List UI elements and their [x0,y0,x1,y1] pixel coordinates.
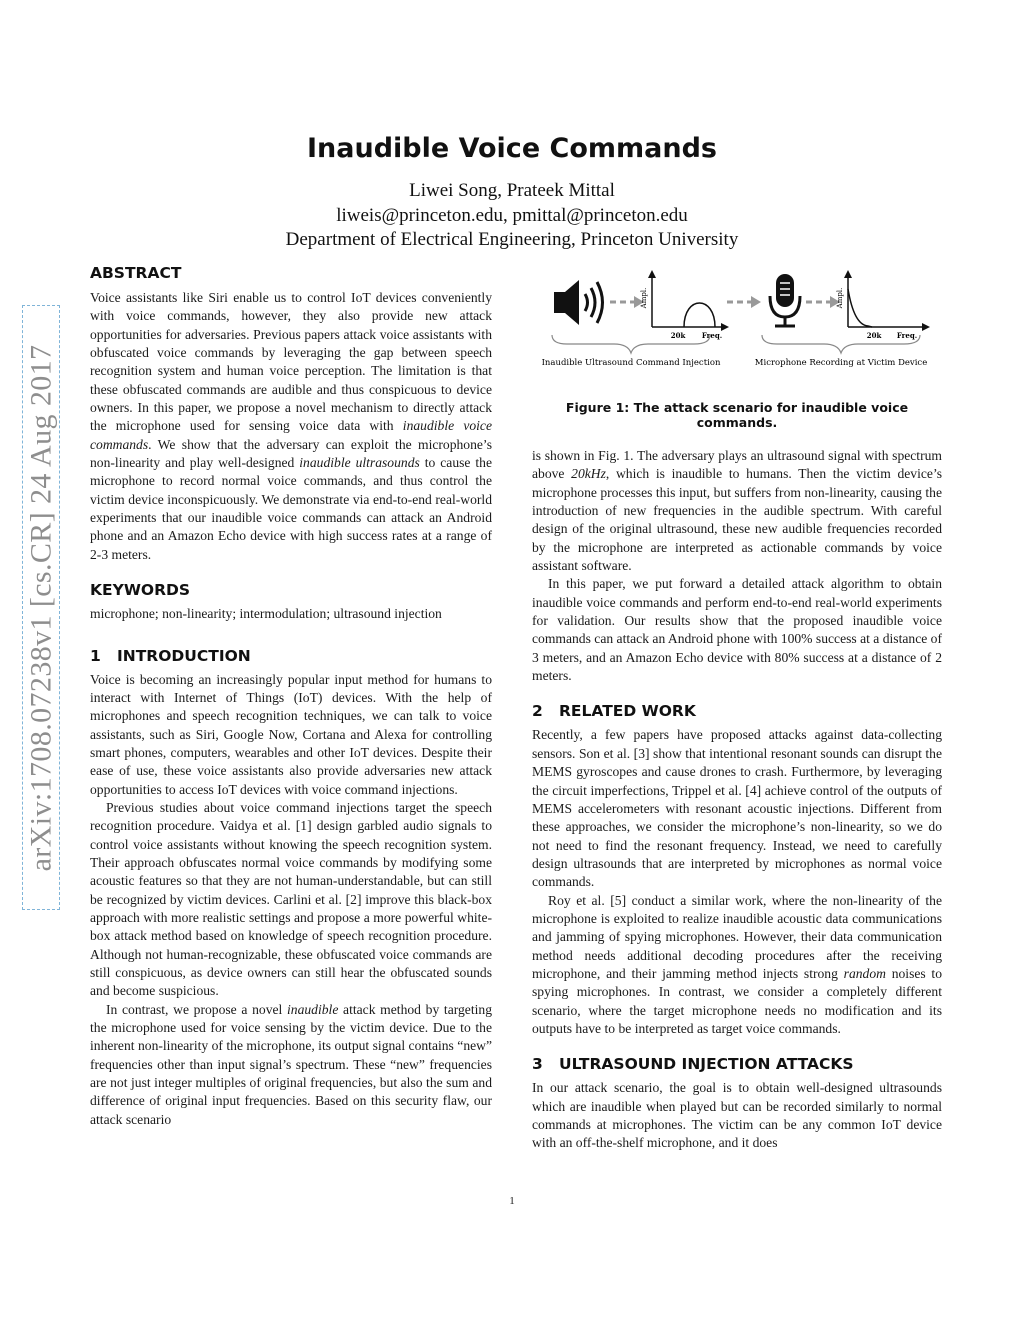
amplitude-label: Ampl. [640,287,648,309]
right-stage-label: Microphone Recording at Victim Device [754,358,928,368]
frequency-label: Freq. [701,331,723,340]
section-heading-ultrasound-attacks: 3 ULTRASOUND INJECTION ATTACKS [532,1055,854,1074]
section-heading-related-work: 2 RELATED WORK [532,702,696,721]
speaker-icon [554,280,603,325]
page-number: 1 [509,1195,515,1207]
left-column [90,263,492,1129]
intro-paragraph: Voice is becoming an increasingly popular input method for humans to interact with Internet of Things (IoT) devices. With the help of microphones and speech recognition techniques, we can talk to voice assistants, such as Siri, Google Now, Cortana and Alexa for controlling smart phones, computers, wearables and other IoT devices. Despite their ease of use, these voice assistants also provide adversaries new attack opportunities to access IoT devices with voice command injections. [90,671,492,797]
ultrasound-spectrum-plot [640,270,729,340]
figure-1 [532,265,942,375]
keywords-text: microphone; non-linearity; intermodulation; ultrasound injection [90,606,442,622]
abstract-heading: ABSTRACT [90,264,182,282]
attack-scenario-diagram [532,265,942,375]
keywords-heading: KEYWORDS [90,581,191,600]
figure-caption: Figure 1: The attack scenario for inaudible voice commands. [565,400,909,430]
microphone-icon [770,274,800,326]
left-stage-label: Inaudible Ultrasound Command Injection [541,358,721,368]
intro-paragraph: In contrast, we propose a novel inaudible attack method by targeting the microphone used for voice sensing by the victim device. Due to the inherent non-linearity of the microphone, its output signal contains “new” frequencies other than input signal’s spectrum. These “new” frequencies are not just integer multiples of original frequencies, but also the sum and difference of original input frequencies. Based on this security flaw, our attack scenario [90,1001,492,1127]
amplitude-label: Ampl. [836,287,844,309]
arrow-right-icon [806,296,840,308]
frequency-label: Freq. [896,331,918,340]
intro-paragraph: In this paper, we put forward a detailed attack algorithm to obtain inaudible voice commands and perform end-to-end real-world experiments for validation. Our results show that the proposed inaudible voice commands can attack an Android phone with 100% success at a distance of 3 meters, and an Amazon Echo device with 80% success at a distance of 2 meters. [532,576,942,684]
recorded-spectrum-plot [836,270,930,340]
affiliation: Department of Electrical Engineering, Princeton University [285,229,739,250]
authors: Liwei Song, Prateek Mittal [409,180,615,201]
related-paragraph: Roy et al. [5] conduct a similar work, where the non-linearity of the microphone is exploited to realize inaudible acoustic data communications and jamming of spying microphones. However, their data communication method needs additional decoding procedures after the receiving microphone, and their jamming method injects strong random noises to spying microphones. In contrast, we consider a completely different scenario, where the target microphone needs no modification and its outputs have to be interpreted as target voice commands. [532,892,942,1036]
arrow-right-icon [610,296,644,308]
paper-title: Inaudible Voice Commands [307,133,717,164]
section-heading-introduction: 1 INTRODUCTION [90,646,251,665]
ultrasound-paragraph: In our attack scenario, the goal is to obtain well-designed ultrasounds which are inaudible when played but can be recorded similarly to normal commands at microphones. The victim can be any common IoT device with an off-the-shelf microphone, and it does [532,1080,942,1151]
left-brace [552,335,710,353]
abstract-text: Voice assistants like Siri enable us to control IoT devices conveniently with voice commands, however, they also provide new attack opportunities for adversaries. Previous papers attack voice assistants with obfuscated voice commands by leveraging the gap between speech recognition system and human voice perception. The limitation is that these obfuscated commands are audible and thus conspicuous to device owners. In this paper, we propose a novel mechanism to directly attack the microphone used for sensing voice data with inaudible voice commands. We show that the adversary can exploit the microphone’s non-linearity and play well-designed inaudible ultrasounds to cause the microphone to record normal voice commands, and thus control the victim device inconspicuously. We demonstrate via end-to-end real-world experiments that our inaudible voice commands can attack an Android phone and an Amazon Echo device with high success rates at a range of 2-3 meters. [90,290,493,562]
related-paragraph: Recently, a few papers have proposed attacks against data-collecting sensors. Son et al. [3] show that intentional resonant sounds can disrupt the MEMS gyroscopes and cause drones to crash. Furthermore, by leveraging the circuit imperfections, Trippel et al. [4] achieve control of the outputs of MEMS accelerometers with resonant acoustic injections. Different from these approaches, we consider the microphone’s non-linearity, so we do not need to find the resonant frequency. Instead, we need to carefully design ultrasounds that are interpreted by microphones as normal voice commands. [532,727,942,890]
intro-paragraph-continued: is shown in Fig. 1. The adversary plays an ultrasound signal with spectrum above 20kHz, which is inaudible to humans. Then the victim device’s microphone processes this input, but suffers from non-linearity, causing the introduction of new frequencies in the audible spectrum. With careful design of the original ultrasound, these new audible frequencies recorded by the microphone are interpreted as actionable commands by voice assistant software. [532,448,943,574]
right-column [532,447,942,1153]
arrow-right-icon [727,296,761,308]
arxiv-identifier: arXiv:1708.07238v1 [cs.CR] 24 Aug 2017 [24,344,58,872]
arxiv-stamp [22,305,60,910]
author-emails: liweis@princeton.edu, pmittal@princeton.edu [336,205,688,226]
frequency-tick: 20k [866,331,882,340]
frequency-tick: 20k [670,331,686,340]
intro-paragraph: Previous studies about voice command injections target the speech recognition procedure. Vaidya et al. [1] design garbled audio signals to control voice assistants without knowing the speech recognition system. Their approach obfuscates normal voice commands by modifying some acoustic features so that they are not human-understandable, but can still be recognized by victim devices. Carlini et al. [2] improve this black-box approach with more realistic settings and propose a more powerful white-box attack method based on knowledge of speech recognition procedure. Although not human-recognizable, these obfuscated voice commands are still conspicuous, as device owners can still hear the obfuscated sounds and become suspicious. [90,799,492,999]
